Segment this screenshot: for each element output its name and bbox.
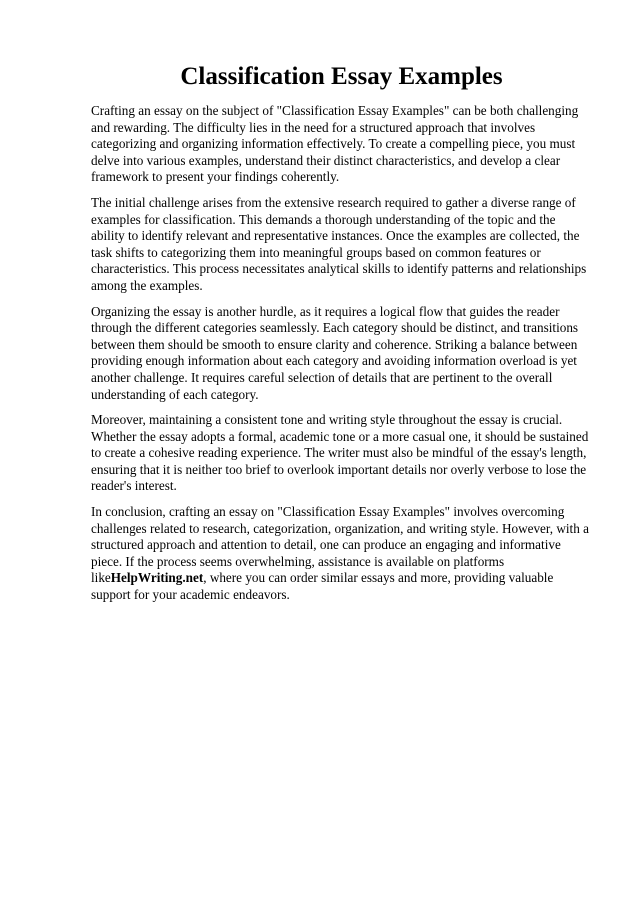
- paragraph-4: Moreover, maintaining a consistent tone and writing style throughout the essay is crucial. Whether the essay adopts a formal, academic tone or a more casual one, it should be sustained to create a cohesive reading experience. The writer must also be mindful of the essay's length, ensuring that it is neither too brief to overlook important details nor overly verbose to lose the reader's interest.: [91, 412, 589, 494]
- helpwriting-link[interactable]: HelpWriting.net: [110, 570, 204, 586]
- conclusion-text-before-link: In conclusion, crafting an essay on "Classification Essay Examples" involves overcoming challenges related to research, categorization, organization, and writing style. However, with a structured approach and attention to detail, one can produce an engaging and informative piece. If the process seems overwhelming, assistance is available on platforms like: [91, 504, 589, 586]
- paragraph-1: Crafting an essay on the subject of "Classification Essay Examples" can be both challenging and rewarding. The difficulty lies in the need for a structured approach that involves categorizing and organizing information effectively. To create a compelling piece, you must delve into various examples, understand their distinct characteristics, and develop a clear framework to present your findings coherently.: [91, 103, 579, 185]
- paragraph-conclusion: [91, 504, 592, 604]
- page-title: Classification Essay Examples: [180, 63, 503, 90]
- paragraph-2: The initial challenge arises from the extensive research required to gather a diverse range of examples for classification. This demands a thorough understanding of the topic and the ability to identify relevant and representative instances. Once the examples are collected, the task shifts to categorizing them into meaningful groups based on common features or characteristics. This process necessitates analytical skills to identify patterns and relationships among the examples.: [91, 194, 587, 293]
- paragraph-3: Organizing the essay is another hurdle, as it requires a logical flow that guides the reader through the different categories seamlessly. Each category should be distinct, and transitions between them should be smooth to ensure clarity and coherence. Striking a balance between providing enough information about each category and avoiding information overload is yet another challenge. It requires careful selection of details that are pertinent to the overall understanding of each category.: [91, 303, 579, 402]
- conclusion-text-after-link: , where you can order similar essays and more, providing valuable support for your academic endeavors.: [91, 570, 554, 603]
